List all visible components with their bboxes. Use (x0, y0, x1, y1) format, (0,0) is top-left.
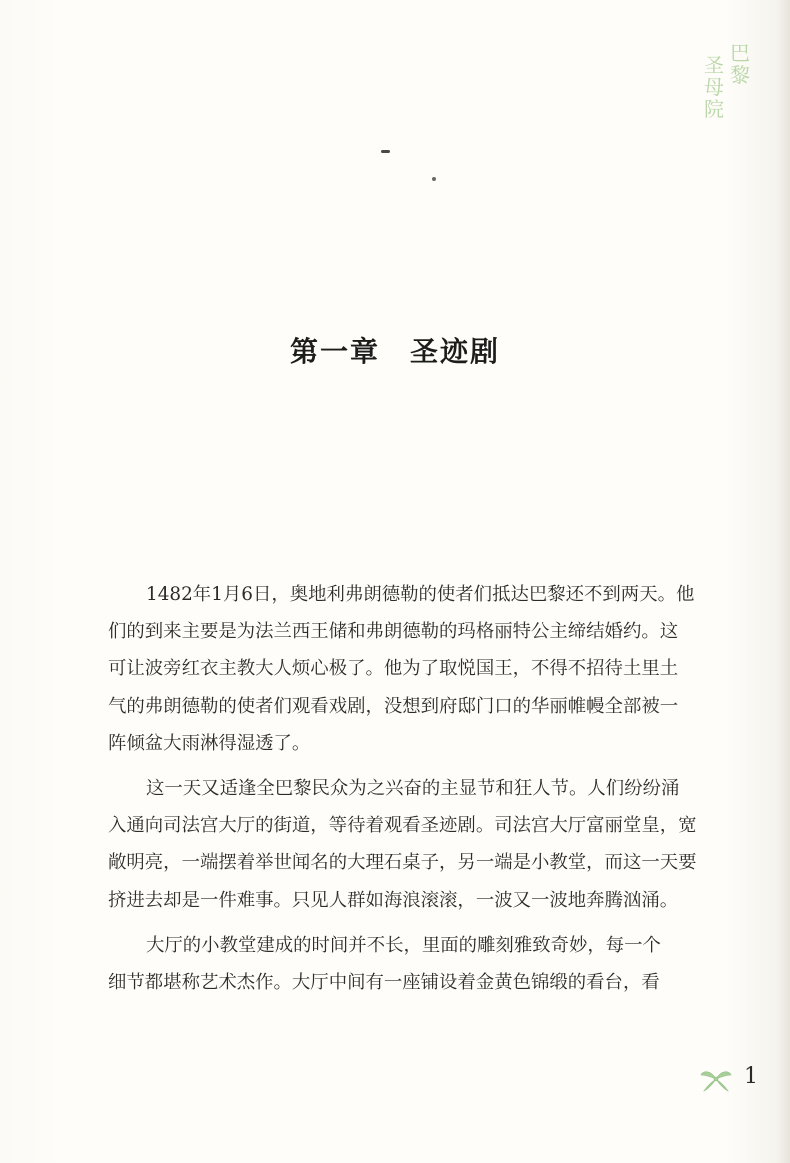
decorative-dot (432, 177, 436, 181)
text-line: 敞明亮，一端摆着举世闻名的大理石桌子，另一端是小教堂，而这一天要 (108, 852, 697, 874)
chapter-title: 第一章 圣迹剧 (289, 335, 500, 368)
header-column-left (702, 54, 726, 120)
decorative-dash (381, 150, 390, 153)
header-char: 黎 (730, 63, 750, 87)
header-char: 巴 (730, 41, 750, 65)
text-line: 大厅的小教堂建成的时间并不长，里面的雕刻雅致奇妙，每一个 (146, 934, 661, 956)
text-line: 入通向司法宫大厅的街道，等待着观看圣迹剧。司法宫大厅富丽堂皇，宽 (108, 815, 697, 837)
header-char: 院 (704, 97, 724, 121)
text-line: 气的弗朗德勒的使者们观看戏剧，没想到府邸门口的华丽帷幔全部被一 (108, 695, 679, 717)
page-number: 1 (744, 1064, 758, 1089)
header-char: 母 (704, 75, 724, 99)
header-column-right (728, 42, 752, 86)
leaf-ornament-icon (700, 1063, 732, 1093)
page-edge-shadow (776, 0, 790, 1163)
text-line: 阵倾盆大雨淋得湿透了。 (108, 732, 311, 754)
text-line: 挤进去却是一件难事。只见人群如海浪滚滚，一波又一波地奔腾汹涌。 (108, 889, 679, 911)
body-text (108, 576, 697, 1001)
text-line: 细节都堪称艺术杰作。大厅中间有一座铺设着金黄色锦缎的看台，看 (108, 971, 660, 993)
text-line: 这一天又适逢全巴黎民众为之兴奋的主显节和狂人节。人们纷纷涌 (146, 777, 680, 799)
text-line: 1482年1月6日，奥地利弗朗德勒的使者们抵达巴黎还不到两天。他 (146, 584, 695, 605)
text-line: 们的到来主要是为法兰西王储和弗朗德勒的玛格丽特公主缔结婚约。这 (108, 621, 679, 643)
running-header (700, 42, 760, 132)
header-char: 圣 (704, 53, 724, 77)
text-line: 可让波旁红衣主教大人烦心极了。他为了取悦国王，不得不招待土里土 (108, 658, 679, 680)
